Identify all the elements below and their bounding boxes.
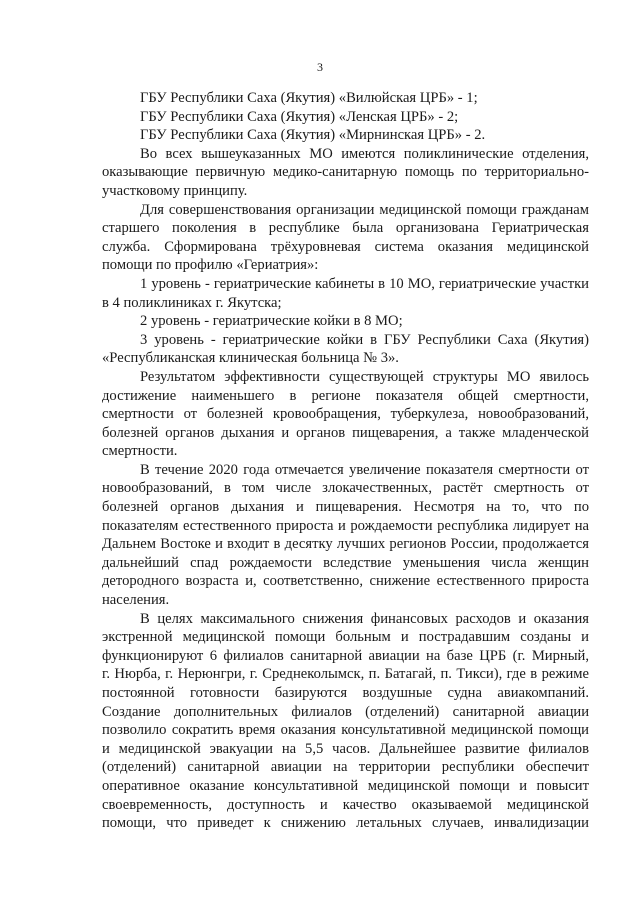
text-line: участковому принципу. <box>102 182 248 199</box>
text-line: старшего поколения в республике была организована Гериатрическая <box>102 220 589 237</box>
text-line: Для совершенствования организации медицинской помощи гражданам <box>140 201 589 218</box>
text-line: смертности. <box>102 443 178 460</box>
text-line: «Республиканская клиническая больница № 3». <box>102 350 399 367</box>
text-line: Дальнем Востоке и входит в десятку лучших регионов России, продолжается <box>102 536 589 553</box>
text-line: болезней органов дыхания и органов пищеварения, а также младенческой <box>102 424 589 441</box>
text-line: оперативное оказание консультативной медицинской помощи и повысит <box>102 777 589 794</box>
text-line: постоянной готовности базируются воздушные судна авиакомпаний. <box>102 685 589 701</box>
text-line: болезней органов дыхания и пищеварения. Несмотря на то, что по <box>102 499 589 516</box>
text-line: 3 уровень - гериатрические койки в ГБУ Республики Саха (Якутия) <box>140 331 589 348</box>
text-line: Создание дополнительных филиалов (отделений) санитарной авиации <box>102 703 589 720</box>
text-line: В течение 2020 года отмечается увеличение показателя смертности от <box>140 461 589 478</box>
text-line: г. Нюрба, г. Нерюнгри, г. Среднеколымск, п. Батагай, п. Тикси), где в режиме <box>102 666 589 683</box>
text-line: помощи по профилю «Гериатрия»: <box>102 257 319 274</box>
text-line: детородного возраста и, соответственно, снижение естественного прироста <box>102 573 589 590</box>
text-line: дальнейший спад рождаемости вследствие уменьшения числа женщин <box>102 554 589 571</box>
text-line: Во всех вышеуказанных МО имеются поликлинические отделения, <box>140 145 589 162</box>
text-line: в 4 поликлиниках г. Якутска; <box>102 294 282 311</box>
text-line: смертности от болезней кровообращения, туберкулеза, новообразований, <box>102 406 589 423</box>
document-body <box>102 89 589 833</box>
text-line: оказывающие первичную медико-санитарную помощь по территориально- <box>102 164 589 181</box>
text-line: функционируют 6 филиалов санитарной авиации на базе ЦРБ (г. Мирный, <box>102 647 589 664</box>
text-line: Результатом эффективности существующей структуры МО явилось <box>140 368 589 385</box>
text-line: ГБУ Республики Саха (Якутия) «Мирнинская ЦРБ» - 2. <box>140 127 486 144</box>
text-line: населения. <box>102 592 170 609</box>
text-line: новообразований, в том числе злокачественных, растёт смертность от <box>102 480 589 497</box>
text-line: помощи, что приведет к снижению летальных случаев, инвалидизации <box>102 815 589 832</box>
text-line: 2 уровень - гериатрические койки в 8 МО; <box>140 313 403 330</box>
text-line: и медицинской эвакуации на 5,5 часов. Дальнейшее развитие филиалов <box>102 740 589 757</box>
text-line: служба. Сформирована трёхуровневая система оказания медицинской <box>102 238 589 255</box>
text-line: (отделений) санитарной авиации на территории республики обеспечит <box>102 759 589 776</box>
text-line: своевременность, доступность и качество оказываемой медицинской <box>102 796 589 813</box>
text-line: 1 уровень - гериатрические кабинеты в 10 МО, гериатрические участки <box>140 275 589 292</box>
text-line: экстренной медицинской помощи больным и пострадавшим созданы и <box>102 629 589 646</box>
text-line: показателям естественного прироста и рождаемости республика лидирует на <box>102 517 589 534</box>
text-line: позволило сократить время оказания консультативной медицинской помощи <box>102 722 589 739</box>
text-line: В целях максимального снижения финансовых расходов и оказания <box>140 610 589 627</box>
page-number: 3 <box>317 60 323 74</box>
text-line: достижение наименьшего в регионе показателя общей смертности, <box>102 387 589 404</box>
text-line: ГБУ Республики Саха (Якутия) «Вилюйская ЦРБ» - 1; <box>140 90 478 106</box>
text-line: ГБУ Республики Саха (Якутия) «Ленская ЦРБ» - 2; <box>140 108 459 125</box>
